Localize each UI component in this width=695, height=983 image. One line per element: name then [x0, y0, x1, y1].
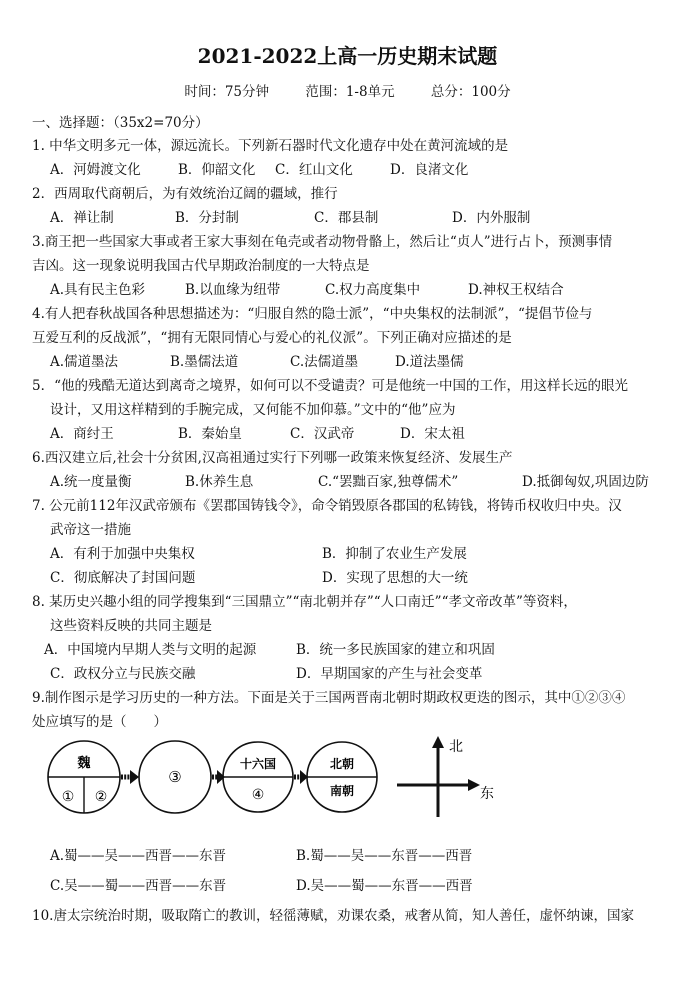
question-9-stem-line2: 处应填写的是（ ）	[32, 714, 167, 730]
exam-scope: 范围：1-8单元	[305, 84, 395, 100]
q7-option-b: B．抑制了农业生产发展	[322, 546, 467, 562]
q6-option-d: D.抵御匈奴,巩固边防	[522, 474, 649, 490]
question-4-stem-line1: 4.有人把春秋战国各种思想描述为：“归服自然的隐士派”，“中央集权的法制派”，“提倡节俭与	[32, 306, 593, 322]
sixteen-kingdoms-label: 十六国	[239, 757, 277, 771]
slot-4-label: ④	[251, 787, 265, 803]
section-heading: 一、选择题：（35x2=70分）	[32, 115, 209, 131]
q3-option-a: A.具有民主色彩	[50, 282, 146, 298]
question-10-stem: 10.唐太宗统治时期，吸取隋亡的教训，轻徭薄赋，劝课农桑，戒奢从简，知人善任，虚怀纳谏，国家	[32, 908, 634, 924]
q3-option-b: B.以血缘为纽带	[185, 282, 281, 298]
q9-option-c: C.吴——蜀——西晋——东晋	[50, 878, 227, 894]
q1-option-b: B．仰韶文化	[178, 162, 256, 178]
east-label: 东	[480, 786, 494, 802]
q7-option-c: C．彻底解决了封国问题	[50, 570, 196, 586]
slot-3-label: ③	[168, 768, 182, 786]
circle-3	[139, 741, 211, 813]
question-6-stem: 6.西汉建立后,社会十分贫困,汉高祖通过实行下列哪一政策来恢复经济、发展生产	[32, 450, 513, 466]
q6-option-b: B.休养生息	[185, 474, 254, 490]
q7-option-a: A．有利于加强中央集权	[50, 546, 195, 562]
question-3-stem-line1: 3.商王把一些国家大事或者王家大事刻在龟壳或者动物骨骼上，然后让“贞人”进行占卜，预测事情	[32, 234, 613, 250]
north-label: 北	[449, 739, 463, 755]
question-7-stem-line1: 7. 公元前112年汉武帝颁布《罢郡国铸钱令》，命令销毁原各郡国的私铸钱，将铸币权收归中央。汉	[32, 498, 622, 514]
q1-option-c: C．红山文化	[275, 162, 353, 178]
q8-option-a: A．中国境内早期人类与文明的起源	[44, 642, 257, 658]
arrow-3	[294, 770, 308, 784]
question-8-stem-line2: 这些资料反映的共同主题是	[50, 618, 212, 634]
q5-option-a: A．商纣王	[50, 426, 114, 442]
q2-option-a: A．禅让制	[50, 210, 114, 226]
q6-option-c: C.“罢黜百家,独尊儒术”	[318, 474, 459, 490]
arrow-1	[121, 770, 139, 784]
q2-option-c: C．郡县制	[314, 210, 379, 226]
exam-info	[0, 80, 695, 100]
compass	[397, 736, 494, 817]
exam-time: 时间：75分钟	[184, 84, 270, 100]
q5-option-c: C．汉武帝	[290, 426, 355, 442]
wei-label: 魏	[77, 756, 91, 771]
q4-option-c: C.法儒道墨	[290, 354, 359, 370]
question-3-stem-line2: 吉凶。这一现象说明我国古代早期政治制度的一大特点是	[32, 258, 370, 274]
q4-option-a: A.儒道墨法	[50, 354, 119, 370]
question-8-stem-line1: 8. 某历史兴趣小组的同学搜集到“三国鼎立”“南北朝并存”“人口南迁”“孝文帝改革”等资料，	[32, 594, 577, 610]
q4-option-d: D.道法墨儒	[395, 354, 464, 370]
q9-option-d: D.吴——蜀——东晋——西晋	[296, 878, 473, 894]
q1-option-a: A．河姆渡文化	[50, 162, 141, 178]
circle-north-south-dynasties	[307, 742, 377, 812]
regime-succession-diagram	[0, 730, 695, 835]
q4-option-b: B.墨儒法道	[170, 354, 239, 370]
q3-option-d: D.神权王权结合	[468, 282, 564, 298]
question-5-stem-line2: 设计，又用这样精到的手腕完成，又何能不加仰慕。”文中的“他”应为	[50, 402, 456, 418]
slot-1-label: ①	[61, 789, 75, 805]
q1-option-d: D．良渚文化	[390, 162, 469, 178]
q5-option-d: D．宋太祖	[400, 426, 465, 442]
q8-option-b: B．统一多民族国家的建立和巩固	[296, 642, 495, 658]
north-arrow-icon	[432, 736, 444, 748]
circle-sixteen-kingdoms	[223, 742, 293, 812]
q5-option-b: B．秦始皇	[178, 426, 242, 442]
northern-dynasties-label: 北朝	[329, 757, 355, 771]
q8-option-c: C．政权分立与民族交融	[50, 666, 196, 682]
exam-title: 2021-2022上高一历史期末试题	[197, 44, 498, 68]
question-1-stem: 1. 中华文明多元一体，源远流长。下列新石器时代文化遗存中处在黄河流域的是	[32, 138, 509, 154]
east-arrow-icon	[468, 779, 480, 791]
q7-option-d: D．实现了思想的大一统	[322, 570, 468, 586]
q6-option-a: A.统一度量衡	[50, 474, 132, 490]
q9-option-b: B.蜀——吴——东晋——西晋	[296, 848, 473, 864]
question-4-stem-line2: 互爱互利的反战派”，“拥有无限同情心与爱心的礼仪派”。下列正确对应描述的是	[32, 330, 512, 346]
question-5-stem-line1: 5．“他的残酷无道达到离奇之境界，如何可以不受谴责？可是他统一中国的工作，用这样长远的眼光	[32, 378, 628, 394]
exam-score: 总分：100分	[430, 84, 511, 100]
southern-dynasties-label: 南朝	[329, 784, 355, 798]
question-2-stem: 2．西周取代商朝后，为有效统治辽阔的疆域，推行	[32, 186, 338, 202]
q9-option-a: A.蜀——吴——西晋——东晋	[50, 848, 227, 864]
question-7-stem-line2: 武帝这一措施	[50, 522, 131, 538]
q2-option-d: D．内外服制	[452, 210, 531, 226]
q8-option-d: D．早期国家的产生与社会变革	[296, 666, 483, 682]
question-9-stem-line1: 9.制作图示是学习历史的一种方法。下面是关于三国两晋南北朝时期政权更迭的图示，其中①②③④	[32, 690, 626, 706]
circle-wei	[48, 741, 120, 813]
q2-option-b: B．分封制	[175, 210, 239, 226]
slot-2-label: ②	[94, 789, 108, 805]
q3-option-c: C.权力高度集中	[325, 282, 421, 298]
